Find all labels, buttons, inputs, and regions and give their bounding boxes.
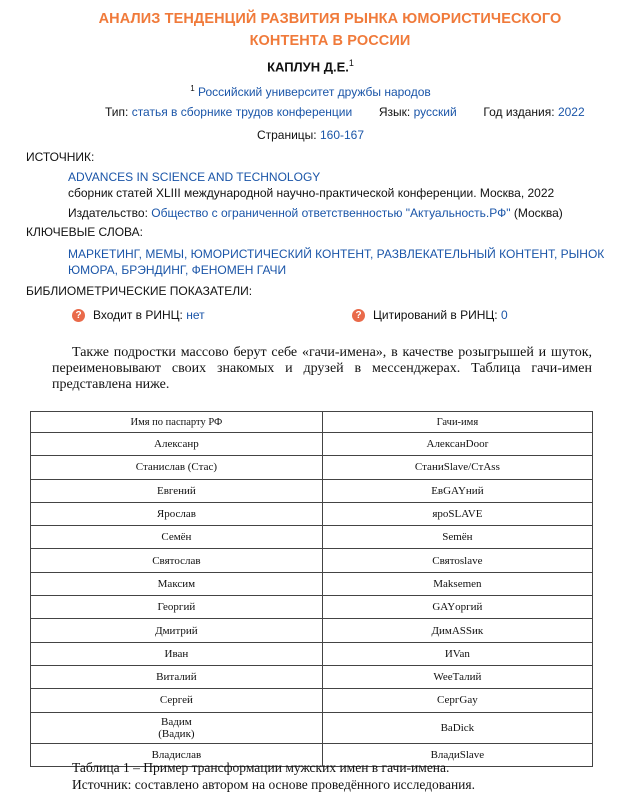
table-caption: Таблица 1 – Пример трансформации мужских имен в гачи-имена. xyxy=(72,760,450,775)
passport-name-cell: Евгений xyxy=(31,479,323,502)
passport-name-cell: Алексанр xyxy=(31,433,323,456)
citations-value: 0 xyxy=(500,308,508,322)
table-row xyxy=(31,456,593,479)
affiliation-sup: 1 xyxy=(190,84,195,93)
table-row xyxy=(31,549,593,572)
gachi-name-cell: АлексанDoor xyxy=(322,433,592,456)
lang-value[interactable]: русский xyxy=(413,105,457,119)
table-row xyxy=(31,642,593,665)
table-row xyxy=(31,433,593,456)
passport-name-cell: Владислав xyxy=(31,743,323,766)
table-row xyxy=(31,712,593,743)
passport-name-cell: Святослав xyxy=(31,549,323,572)
body-paragraph: Также подростки массово берут себе «гачи-имена», в качестве розыгрышей и шуток, переименовывают своих знакомых и друзей в мессенджерах. Таблица гачи-имен представлена ниже. xyxy=(52,345,592,392)
paper-title-line2: КОНТЕНТА В РОССИИ xyxy=(249,33,411,49)
author-sup: 1 xyxy=(348,58,354,68)
table-row xyxy=(31,619,593,642)
gachi-name-cell: ИVan xyxy=(322,642,592,665)
table-header-row xyxy=(31,412,593,433)
passport-name-cell: Ярослав xyxy=(31,502,323,525)
keywords-links[interactable]: МАРКЕТИНГ, МЕМЫ, ЮМОРИСТИЧЕСКИЙ КОНТЕНТ, РАЗВЛЕКАТЕЛЬНЫЙ КОНТЕНТ, РЫНОК ЮМОРА, БРЭНДИНГ, ФЕНОМЕН ГАЧИ xyxy=(68,247,605,277)
table-row xyxy=(31,526,593,549)
author-name[interactable] xyxy=(0,58,621,74)
table-row xyxy=(31,502,593,525)
year-value[interactable]: 2022 xyxy=(557,105,585,119)
gachi-name-cell: ВладиSlave xyxy=(322,743,592,766)
passport-name-cell: Семён xyxy=(31,526,323,549)
publisher-link[interactable]: Общество с ограниченной ответственностью "Актуальность.РФ" xyxy=(151,206,511,220)
passport-name-cell: Виталий xyxy=(31,665,323,688)
gachi-name-cell: Святоslave xyxy=(322,549,592,572)
meta-row xyxy=(105,105,585,119)
col-passport-name: Имя по паспарту РФ xyxy=(31,412,323,433)
publisher-row xyxy=(68,205,563,221)
pages-label: Страницы: xyxy=(256,128,317,142)
table-source: Источник: составлено автором на основе проведённого исследования. xyxy=(72,777,475,792)
rinc-label: Входит в РИНЦ: xyxy=(93,308,183,322)
passport-name-cell: Георгий xyxy=(31,596,323,619)
col-gachi-name: Гачи-имя xyxy=(322,412,592,433)
author-name-text[interactable]: КАПЛУН Д.Е. xyxy=(267,59,349,75)
paper-title-line1: АНАЛИЗ ТЕНДЕНЦИЙ РАЗВИТИЯ РЫНКА ЮМОРИСТИЧЕСКОГО xyxy=(98,11,562,27)
publisher-city: (Москва) xyxy=(513,206,563,220)
gachi-name-cell: СтаниSlave/CтAss xyxy=(322,456,592,479)
passport-name-cell: Дмитрий xyxy=(31,619,323,642)
gachi-name-cell: ЕвGAYний xyxy=(322,479,592,502)
help-icon[interactable]: ? xyxy=(352,309,365,322)
gachi-name-cell: Semён xyxy=(322,526,592,549)
affiliation[interactable] xyxy=(0,84,621,99)
pages-row xyxy=(0,128,621,142)
gachi-name-cell: Maksemen xyxy=(322,572,592,595)
publisher-label: Издательство: xyxy=(68,206,148,220)
passport-name-cell: Вадим (Вадик) xyxy=(31,712,323,743)
gachi-name-cell: СергGay xyxy=(322,689,592,712)
source-title-link[interactable]: ADVANCES IN SCIENCE AND TECHNOLOGY xyxy=(68,170,321,184)
keywords-section-label: КЛЮЧЕВЫЕ СЛОВА: xyxy=(26,225,143,239)
source-block xyxy=(68,169,563,221)
gachi-name-cell: BaDick xyxy=(322,712,592,743)
paper-title xyxy=(40,8,620,52)
source-section-label: ИСТОЧНИК: xyxy=(26,150,95,164)
biblio-section-label: БИБЛИОМЕТРИЧЕСКИЕ ПОКАЗАТЕЛИ: xyxy=(26,284,253,298)
rinc-row xyxy=(72,308,205,322)
passport-name-cell: Станислав (Стас) xyxy=(31,456,323,479)
citations-label: Цитирований в РИНЦ: xyxy=(373,308,498,322)
gachi-name-cell: GAYоргий xyxy=(322,596,592,619)
type-value[interactable]: статья в сборнике трудов конференции xyxy=(131,105,353,119)
gachi-name-cell: яроSLAVE xyxy=(322,502,592,525)
gachi-name-cell: ДимASSик xyxy=(322,619,592,642)
table-row xyxy=(31,665,593,688)
year-label: Год издания: xyxy=(483,105,555,119)
table-row xyxy=(31,479,593,502)
table-row xyxy=(31,689,593,712)
source-desc: сборник статей XLIII международной научно-практической конференции. Москва, 2022 xyxy=(68,186,555,200)
citations-row xyxy=(352,308,508,322)
affiliation-link[interactable]: Российский университет дружбы народов xyxy=(198,85,431,99)
gachi-names-table xyxy=(30,411,593,767)
passport-name-cell: Максим xyxy=(31,572,323,595)
passport-name-cell: Иван xyxy=(31,642,323,665)
help-icon[interactable]: ? xyxy=(72,309,85,322)
rinc-value: нет xyxy=(186,308,205,322)
type-label: Тип: xyxy=(105,105,129,119)
table-body xyxy=(31,433,593,767)
table-row xyxy=(31,596,593,619)
passport-name-cell: Сергей xyxy=(31,689,323,712)
table-row xyxy=(31,572,593,595)
lang-label: Язык: xyxy=(378,105,411,119)
pages-value[interactable]: 160-167 xyxy=(319,128,365,142)
gachi-name-cell: WeeТалий xyxy=(322,665,592,688)
